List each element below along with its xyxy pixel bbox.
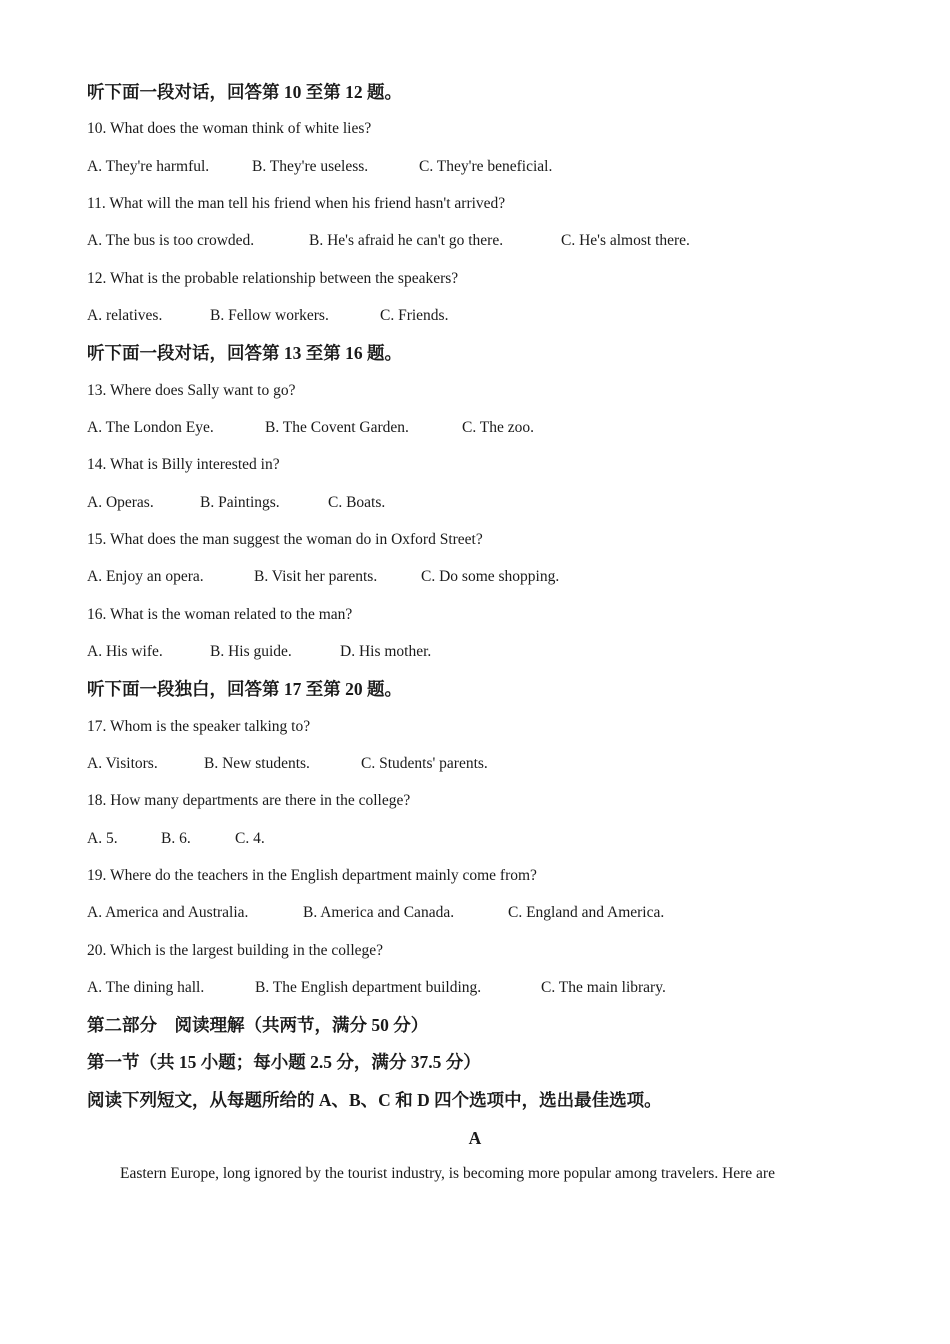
option: B. The Covent Garden. bbox=[265, 419, 409, 436]
option: A. His wife. bbox=[87, 643, 163, 660]
option: C. The zoo. bbox=[462, 419, 535, 436]
option: A. America and Australia. bbox=[87, 904, 249, 921]
question-14: 14. What is Billy interested in? bbox=[87, 456, 280, 473]
passage-label: A bbox=[468, 1128, 482, 1148]
option: C. Friends. bbox=[380, 307, 449, 324]
option: B. Visit her parents. bbox=[254, 568, 378, 585]
options-16 bbox=[87, 642, 431, 662]
passage-text: Eastern Europe, long ignored by the tourist industry, is becoming more popular among travelers. Here are bbox=[120, 1165, 775, 1182]
option: A. The bus is too crowded. bbox=[87, 232, 255, 249]
options-10 bbox=[87, 157, 552, 177]
option: A. The dining hall. bbox=[87, 979, 205, 996]
question-13: 13. Where does Sally want to go? bbox=[87, 382, 296, 399]
option: C. They're beneficial. bbox=[419, 158, 553, 175]
question-16: 16. What is the woman related to the man? bbox=[87, 606, 353, 623]
option: C. England and America. bbox=[508, 904, 665, 921]
option: B. His guide. bbox=[210, 643, 292, 660]
options-18 bbox=[87, 829, 265, 849]
question-11: 11. What will the man tell his friend when his friend hasn't arrived? bbox=[87, 195, 506, 212]
section-heading: 听下面一段对话，回答第 13 至第 16 题。 bbox=[87, 343, 402, 363]
question-20: 20. Which is the largest building in the college? bbox=[87, 942, 384, 959]
option: A. Operas. bbox=[87, 494, 154, 511]
question-19: 19. Where do the teachers in the English department mainly come from? bbox=[87, 867, 537, 884]
option: A. relatives. bbox=[87, 307, 163, 324]
question-12: 12. What is the probable relationship between the speakers? bbox=[87, 270, 459, 287]
section-title: 第一节（共 15 小题；每小题 2.5 分，满分 37.5 分） bbox=[87, 1052, 481, 1072]
section-heading: 听下面一段对话，回答第 10 至第 12 题。 bbox=[87, 82, 402, 102]
option: C. Boats. bbox=[328, 494, 386, 511]
part-title: 第二部分 阅读理解（共两节，满分 50 分） bbox=[87, 1015, 429, 1035]
option: A. The London Eye. bbox=[87, 419, 214, 436]
options-11 bbox=[87, 231, 690, 251]
option: A. Visitors. bbox=[87, 755, 158, 772]
option: C. Do some shopping. bbox=[421, 568, 560, 585]
option: B. They're useless. bbox=[252, 158, 369, 175]
options-20 bbox=[87, 978, 666, 998]
option: B. He's afraid he can't go there. bbox=[309, 232, 504, 249]
option: C. 4. bbox=[235, 830, 265, 847]
options-14 bbox=[87, 493, 385, 513]
option: C. Students' parents. bbox=[361, 755, 488, 772]
option: D. His mother. bbox=[340, 643, 432, 660]
option: B. New students. bbox=[204, 755, 310, 772]
option: B. America and Canada. bbox=[303, 904, 455, 921]
instruction: 阅读下列短文，从每题所给的 A、B、C 和 D 四个选项中，选出最佳选项。 bbox=[87, 1090, 662, 1110]
question-10: 10. What does the woman think of white lies? bbox=[87, 120, 372, 137]
option: B. The English department building. bbox=[255, 979, 482, 996]
options-19 bbox=[87, 903, 664, 923]
option: B. Paintings. bbox=[200, 494, 280, 511]
option: A. 5. bbox=[87, 830, 118, 847]
option: B. 6. bbox=[161, 830, 191, 847]
question-18: 18. How many departments are there in the college? bbox=[87, 792, 411, 809]
option: B. Fellow workers. bbox=[210, 307, 329, 324]
option: A. They're harmful. bbox=[87, 158, 210, 175]
question-17: 17. Whom is the speaker talking to? bbox=[87, 718, 311, 735]
options-17 bbox=[87, 754, 488, 774]
option: C. He's almost there. bbox=[561, 232, 690, 249]
option: C. The main library. bbox=[541, 979, 666, 996]
options-15 bbox=[87, 567, 559, 587]
options-12 bbox=[87, 306, 448, 326]
question-15: 15. What does the man suggest the woman do in Oxford Street? bbox=[87, 531, 483, 548]
section-heading: 听下面一段独白，回答第 17 至第 20 题。 bbox=[87, 679, 402, 699]
options-13 bbox=[87, 418, 534, 438]
option: A. Enjoy an opera. bbox=[87, 568, 204, 585]
